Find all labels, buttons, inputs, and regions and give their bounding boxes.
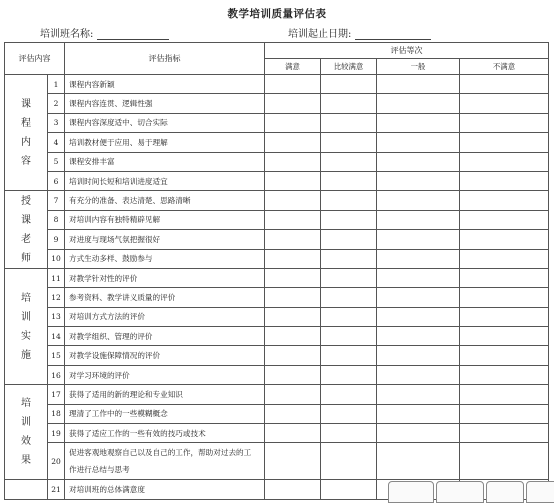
rating-cell[interactable] bbox=[265, 152, 321, 171]
item-number: 13 bbox=[48, 307, 65, 326]
table-row bbox=[5, 94, 549, 113]
bottom-tabs bbox=[388, 481, 554, 497]
table-row bbox=[5, 365, 549, 384]
rating-cell[interactable] bbox=[377, 327, 460, 346]
rating-cell[interactable] bbox=[265, 346, 321, 365]
category-char: 师 bbox=[21, 252, 31, 264]
training-date-field bbox=[288, 25, 431, 40]
category-cell bbox=[5, 75, 48, 191]
page-tab[interactable] bbox=[388, 481, 434, 503]
form-title: 教学培训质量评估表 bbox=[227, 8, 327, 20]
rating-cell[interactable] bbox=[265, 191, 321, 210]
item-number: 7 bbox=[48, 191, 65, 210]
rating-cell[interactable] bbox=[377, 268, 460, 287]
rating-cell[interactable] bbox=[265, 365, 321, 384]
item-number: 4 bbox=[48, 133, 65, 152]
item-number: 19 bbox=[48, 424, 65, 443]
table-row bbox=[5, 268, 549, 287]
rating-cell[interactable] bbox=[460, 249, 549, 268]
header-content: 评估内容 bbox=[5, 43, 65, 75]
category-char: 容 bbox=[21, 155, 31, 167]
category-char: 授 bbox=[21, 195, 31, 207]
rating-cell[interactable] bbox=[460, 307, 549, 326]
indicator-text: 对学习环境的评价 bbox=[65, 365, 265, 384]
table-row bbox=[5, 210, 549, 229]
rating-cell[interactable] bbox=[265, 249, 321, 268]
item-number: 10 bbox=[48, 249, 65, 268]
class-name-label: 培训班名称: bbox=[40, 29, 94, 40]
indicator-text: 获得了适应工作的一些有效的技巧或技术 bbox=[65, 424, 265, 443]
item-number: 21 bbox=[48, 480, 65, 499]
rating-cell[interactable] bbox=[265, 480, 321, 499]
rating-cell[interactable] bbox=[460, 191, 549, 210]
rating-cell[interactable] bbox=[460, 133, 549, 152]
rating-cell[interactable] bbox=[377, 113, 460, 132]
indicator-text: 对教学针对性的评价 bbox=[65, 268, 265, 287]
rating-cell[interactable] bbox=[265, 288, 321, 307]
rating-cell[interactable] bbox=[265, 171, 321, 190]
indicator-text: 对教学设施保障情况的评价 bbox=[65, 346, 265, 365]
rating-cell[interactable] bbox=[265, 113, 321, 132]
rating-cell[interactable] bbox=[460, 171, 549, 190]
table-row bbox=[5, 191, 549, 210]
rating-cell[interactable] bbox=[377, 230, 460, 249]
rating-cell[interactable] bbox=[265, 75, 321, 94]
header-rating: 不满意 bbox=[460, 59, 549, 75]
rating-cell[interactable] bbox=[377, 133, 460, 152]
page-tab[interactable] bbox=[486, 481, 524, 503]
rating-cell[interactable] bbox=[460, 288, 549, 307]
rating-cell[interactable] bbox=[321, 75, 377, 94]
category-char: 施 bbox=[21, 349, 31, 361]
table-row bbox=[5, 385, 549, 404]
item-number: 3 bbox=[48, 113, 65, 132]
rating-cell[interactable] bbox=[265, 268, 321, 287]
table-row bbox=[5, 424, 549, 443]
rating-cell[interactable] bbox=[265, 133, 321, 152]
rating-cell[interactable] bbox=[460, 230, 549, 249]
category-char: 培 bbox=[21, 292, 31, 304]
rating-cell[interactable] bbox=[321, 94, 377, 113]
rating-cell[interactable] bbox=[460, 94, 549, 113]
indicator-text: 课程内容新颖 bbox=[65, 75, 265, 94]
rating-cell[interactable] bbox=[460, 443, 549, 480]
rating-cell[interactable] bbox=[321, 307, 377, 326]
item-number: 1 bbox=[48, 75, 65, 94]
evaluation-rows bbox=[5, 75, 549, 500]
rating-cell[interactable] bbox=[377, 346, 460, 365]
rating-cell[interactable] bbox=[377, 385, 460, 404]
rating-cell[interactable] bbox=[321, 288, 377, 307]
table-row bbox=[5, 443, 549, 480]
table-row bbox=[5, 346, 549, 365]
evaluation-table bbox=[4, 42, 549, 500]
rating-cell[interactable] bbox=[321, 113, 377, 132]
rating-cell[interactable] bbox=[377, 443, 460, 480]
item-number: 14 bbox=[48, 327, 65, 346]
rating-cell[interactable] bbox=[377, 210, 460, 229]
rating-cell[interactable] bbox=[460, 365, 549, 384]
rating-cell[interactable] bbox=[321, 327, 377, 346]
category-char: 老 bbox=[21, 233, 31, 245]
rating-cell[interactable] bbox=[460, 424, 549, 443]
rating-cell[interactable] bbox=[265, 94, 321, 113]
rating-cell[interactable] bbox=[460, 385, 549, 404]
page-tab[interactable] bbox=[526, 481, 554, 503]
rating-cell[interactable] bbox=[321, 171, 377, 190]
header-grade: 评估等次 bbox=[265, 43, 549, 59]
category-char: 训 bbox=[21, 311, 31, 323]
rating-cell[interactable] bbox=[377, 424, 460, 443]
rating-cell[interactable] bbox=[265, 404, 321, 423]
rating-cell[interactable] bbox=[460, 210, 549, 229]
indicator-text: 培训教材便于应用、易于理解 bbox=[65, 133, 265, 152]
item-number: 12 bbox=[48, 288, 65, 307]
rating-cell[interactable] bbox=[377, 75, 460, 94]
rating-cell[interactable] bbox=[265, 230, 321, 249]
training-date-label: 培训起止日期: bbox=[288, 29, 352, 40]
item-number: 6 bbox=[48, 171, 65, 190]
rating-cell[interactable] bbox=[321, 191, 377, 210]
category-char: 培 bbox=[21, 398, 31, 410]
rating-cell[interactable] bbox=[265, 443, 321, 480]
rating-cell[interactable] bbox=[265, 210, 321, 229]
indicator-text: 课程内容连贯、逻辑性强 bbox=[65, 94, 265, 113]
rating-cell[interactable] bbox=[321, 443, 377, 480]
category-cell bbox=[5, 385, 48, 480]
item-number: 15 bbox=[48, 346, 65, 365]
table-row bbox=[5, 307, 549, 326]
rating-cell[interactable] bbox=[377, 152, 460, 171]
header-indicator: 评估指标 bbox=[65, 43, 265, 75]
table-row bbox=[5, 133, 549, 152]
table-row bbox=[5, 171, 549, 190]
indicator-text: 课程内容深度适中、切合实际 bbox=[65, 113, 265, 132]
indicator-text: 方式生动多样、鼓励参与 bbox=[65, 249, 265, 268]
table-row bbox=[5, 230, 549, 249]
rating-cell[interactable] bbox=[377, 249, 460, 268]
indicator-text: 获得了适用的新的理论和专业知识 bbox=[65, 385, 265, 404]
rating-cell[interactable] bbox=[377, 288, 460, 307]
rating-cell[interactable] bbox=[321, 152, 377, 171]
indicator-text: 参考资料、教学讲义质量的评价 bbox=[65, 288, 265, 307]
item-number: 8 bbox=[48, 210, 65, 229]
table-row bbox=[5, 327, 549, 346]
item-number: 20 bbox=[48, 443, 65, 480]
indicator-text: 课程安排丰富 bbox=[65, 152, 265, 171]
rating-cell[interactable] bbox=[321, 133, 377, 152]
class-name-blank bbox=[97, 29, 169, 40]
table-row bbox=[5, 113, 549, 132]
rating-cell[interactable] bbox=[460, 152, 549, 171]
rating-cell[interactable] bbox=[321, 404, 377, 423]
rating-cell[interactable] bbox=[377, 404, 460, 423]
indicator-text: 对进度与现场气氛把握很好 bbox=[65, 230, 265, 249]
rating-cell[interactable] bbox=[321, 249, 377, 268]
rating-cell[interactable] bbox=[265, 307, 321, 326]
item-number: 2 bbox=[48, 94, 65, 113]
item-number: 5 bbox=[48, 152, 65, 171]
table-row bbox=[5, 152, 549, 171]
rating-cell[interactable] bbox=[321, 365, 377, 384]
category-char: 内 bbox=[21, 136, 31, 148]
rating-cell[interactable] bbox=[377, 191, 460, 210]
category-cell bbox=[5, 191, 48, 269]
rating-cell[interactable] bbox=[321, 346, 377, 365]
page-tab[interactable] bbox=[436, 481, 484, 503]
rating-cell[interactable] bbox=[377, 94, 460, 113]
category-cell bbox=[5, 268, 48, 384]
rating-cell[interactable] bbox=[460, 75, 549, 94]
indicator-text: 对培训班的总体满意度 bbox=[65, 480, 265, 499]
rating-cell[interactable] bbox=[265, 327, 321, 346]
rating-cell[interactable] bbox=[460, 113, 549, 132]
rating-cell[interactable] bbox=[265, 385, 321, 404]
category-char: 效 bbox=[21, 436, 31, 448]
indicator-text: 有充分的准备、表达清楚、思路清晰 bbox=[65, 191, 265, 210]
class-name-field bbox=[40, 25, 169, 40]
rating-cell[interactable] bbox=[321, 268, 377, 287]
indicator-text: 培训时间长短和培训进度适宜 bbox=[65, 171, 265, 190]
rating-cell[interactable] bbox=[460, 268, 549, 287]
rating-cell[interactable] bbox=[377, 307, 460, 326]
category-char: 训 bbox=[21, 417, 31, 429]
table-row bbox=[5, 288, 549, 307]
rating-cell[interactable] bbox=[377, 365, 460, 384]
header-rating: 比较满意 bbox=[321, 59, 377, 75]
category-char: 程 bbox=[21, 117, 31, 129]
training-date-blank bbox=[355, 29, 431, 40]
table-row bbox=[5, 404, 549, 423]
rating-cell[interactable] bbox=[321, 480, 377, 499]
category-char: 果 bbox=[21, 455, 31, 467]
rating-cell[interactable] bbox=[460, 404, 549, 423]
rating-cell[interactable] bbox=[321, 424, 377, 443]
table-row bbox=[5, 249, 549, 268]
category-char: 实 bbox=[21, 330, 31, 342]
table-row bbox=[5, 75, 549, 94]
item-number: 17 bbox=[48, 385, 65, 404]
header-rating: 满意 bbox=[265, 59, 321, 75]
indicator-text: 对教学组织、管理的评价 bbox=[65, 327, 265, 346]
rating-cell[interactable] bbox=[460, 346, 549, 365]
item-number: 9 bbox=[48, 230, 65, 249]
rating-cell[interactable] bbox=[321, 230, 377, 249]
rating-cell[interactable] bbox=[265, 424, 321, 443]
item-number: 11 bbox=[48, 268, 65, 287]
indicator-text: 理清了工作中的一些模糊概念 bbox=[65, 404, 265, 423]
indicator-text: 对培训方式方法的评价 bbox=[65, 307, 265, 326]
item-number: 16 bbox=[48, 365, 65, 384]
category-cell bbox=[5, 480, 48, 499]
rating-cell[interactable] bbox=[377, 171, 460, 190]
rating-cell[interactable] bbox=[321, 385, 377, 404]
rating-cell[interactable] bbox=[321, 210, 377, 229]
category-char: 课 bbox=[21, 98, 31, 110]
rating-cell[interactable] bbox=[460, 327, 549, 346]
category-char: 课 bbox=[21, 214, 31, 226]
indicator-text: 促进客观地观察自己以及自己的工作，帮助对过去的工作进行总结与思考 bbox=[65, 443, 265, 480]
indicator-text: 对培训内容有独特精辟见解 bbox=[65, 210, 265, 229]
header-rating: 一般 bbox=[377, 59, 460, 75]
item-number: 18 bbox=[48, 404, 65, 423]
